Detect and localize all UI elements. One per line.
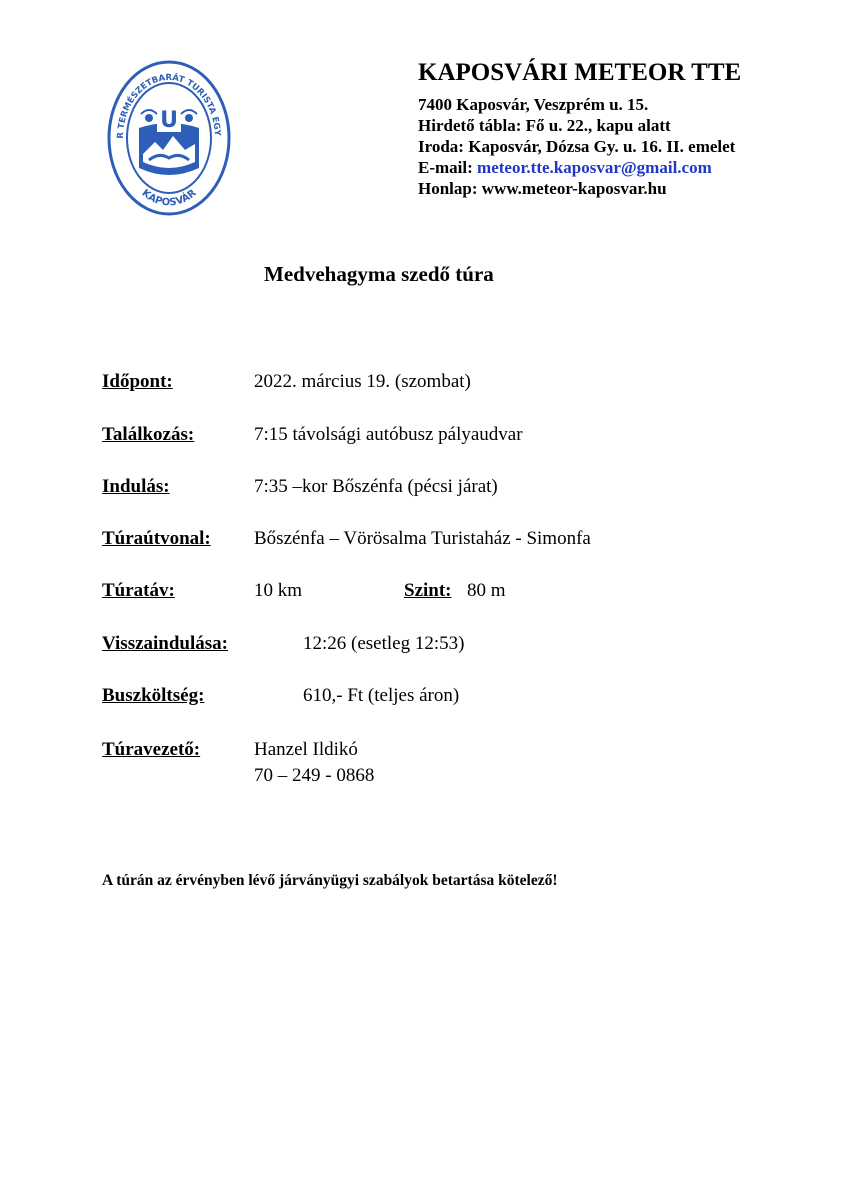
page-title: Medvehagyma szedő túra	[264, 262, 494, 286]
svg-text:KAPOSVÁR	[139, 187, 198, 208]
club-logo	[105, 56, 233, 220]
label-buszkoltseg: Buszköltség:	[102, 685, 205, 706]
email-label: E-mail:	[418, 158, 478, 177]
label-indulas: Indulás:	[102, 476, 170, 497]
email-line	[418, 157, 741, 178]
logo-ring-text-bottom: KAPOSVÁR	[139, 187, 199, 209]
rules-notice: A túrán az érvényben lévő járványügyi szabályok betartása kötelező!	[102, 872, 558, 889]
letterhead	[418, 58, 741, 199]
org-name: KAPOSVÁRI METEOR TTE	[418, 59, 742, 86]
value-turatav: 10 km	[254, 580, 303, 601]
value-visszaindulasa: 12:26 (esetleg 12:53)	[303, 633, 465, 654]
label-turautvonal: Túraútvonal:	[102, 528, 211, 549]
value-buszkoltseg: 610,- Ft (teljes áron)	[303, 685, 460, 706]
homepage-line: Honlap: www.meteor-kaposvar.hu	[418, 179, 667, 198]
value-talalkozas: 7:15 távolsági autóbusz pályaudvar	[254, 424, 523, 445]
address-line: 7400 Kaposvár, Veszprém u. 15.	[418, 95, 649, 114]
club-logo-emblem	[105, 56, 233, 220]
label-turavezeto: Túravezető:	[102, 739, 201, 760]
notice-board-line: Hirdető tábla: Fő u. 22., kapu alatt	[418, 116, 671, 135]
label-turatav: Túratáv:	[102, 580, 175, 601]
office-line: Iroda: Kaposvár, Dózsa Gy. u. 16. II. emelet	[418, 137, 736, 156]
value-idopont: 2022. március 19. (szombat)	[254, 371, 471, 392]
value-turavezeto-phone: 70 – 249 - 0868	[254, 765, 375, 786]
email-link[interactable]: meteor.tte.kaposvar@gmail.com	[477, 158, 712, 177]
value-szint: 80 m	[467, 580, 506, 601]
logo-ring-text-top: R TERMÉSZETBARÁT TURISTA EGY	[115, 72, 223, 139]
label-talalkozas: Találkozás:	[102, 424, 195, 445]
label-idopont: Időpont:	[102, 371, 173, 392]
logo-emblem-letter: U	[160, 108, 178, 133]
value-indulas: 7:35 –kor Bőszénfa (pécsi járat)	[254, 476, 498, 497]
value-turautvonal: Bőszénfa – Vörösalma Turistaház - Simonfa	[254, 528, 591, 549]
label-visszaindulasa: Visszaindulása:	[102, 633, 228, 654]
label-szint: Szint:	[404, 580, 452, 601]
value-turavezeto: Hanzel Ildikó	[254, 739, 358, 760]
